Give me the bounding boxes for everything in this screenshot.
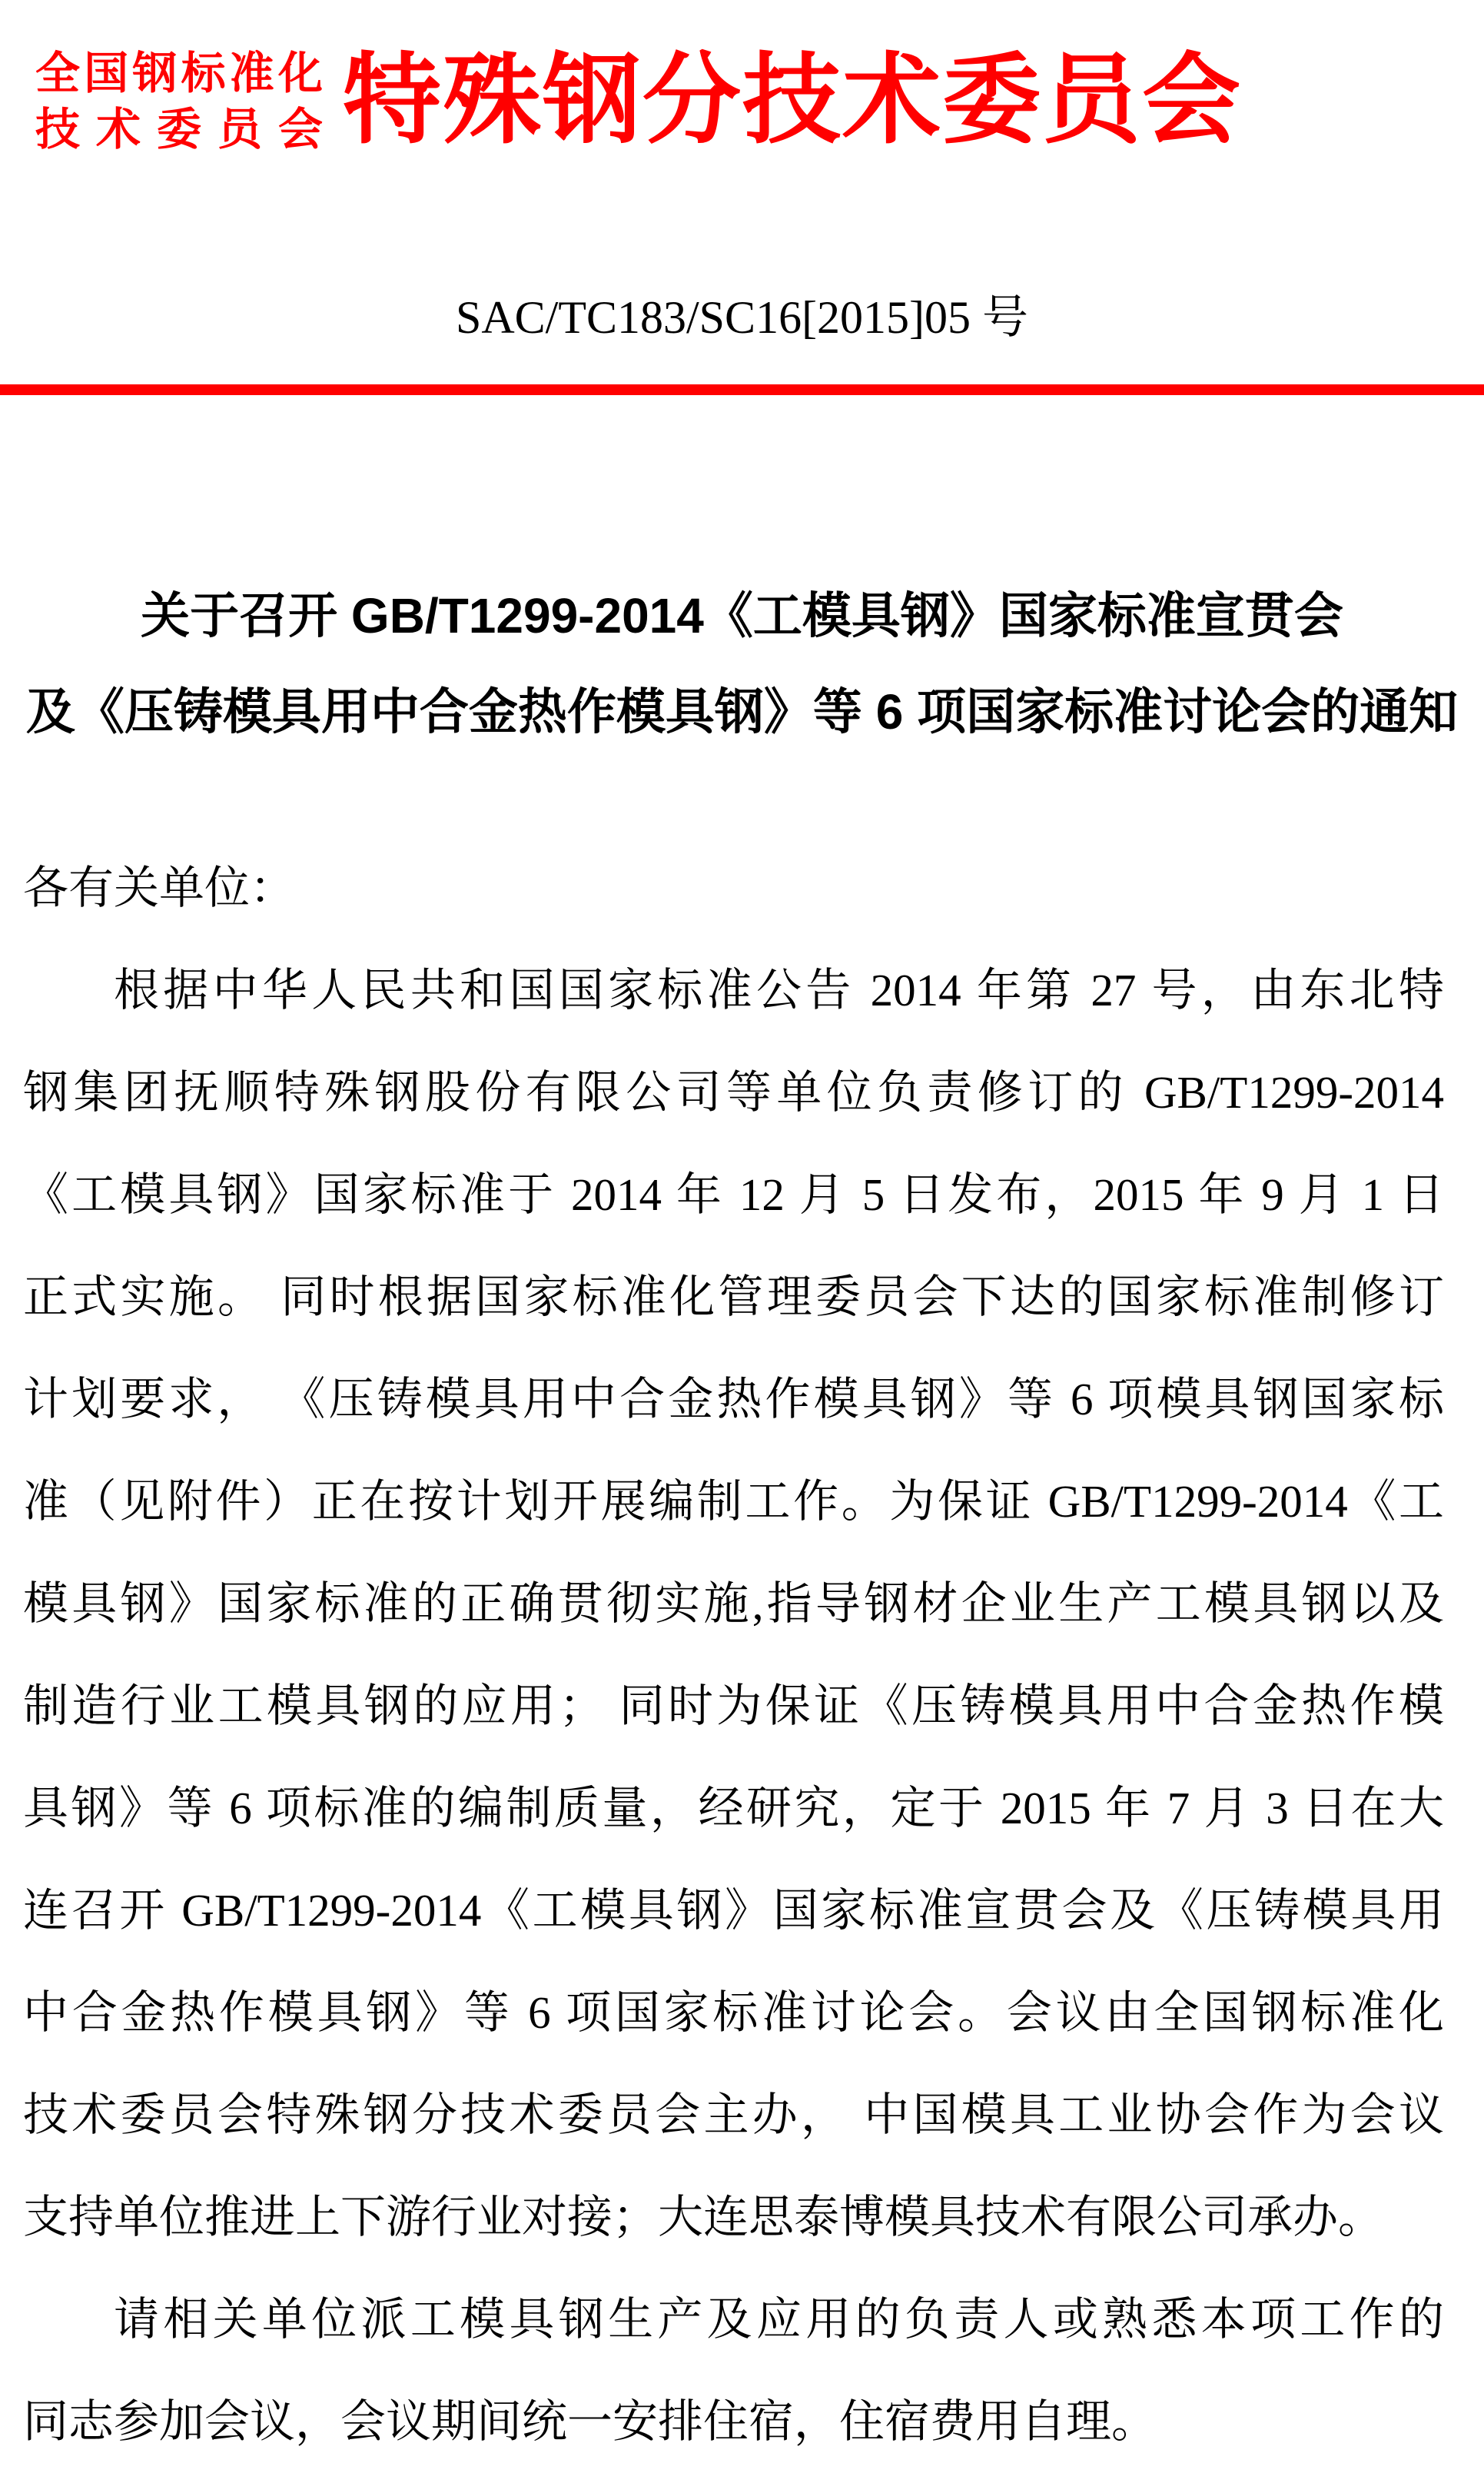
body-line: 根据中华人民共和国国家标准公告 2014 年第 27 号，由东北特 xyxy=(114,965,1444,1016)
salutation: 各有关单位： xyxy=(23,863,296,914)
document-number: SAC/TC183/SC16[2015]05 号 xyxy=(455,292,1029,344)
notice-title-line2: 及《压铸模具用中合金热作模具钢》等 6 项国家标准讨论会的通知 xyxy=(25,684,1459,740)
body-line: 请相关单位派工模具钢生产及应用的负责人或熟悉本项工作的 xyxy=(114,2294,1444,2345)
org-name-small xyxy=(35,45,323,158)
red-separator-rule xyxy=(0,384,1484,395)
notice-title xyxy=(20,568,1464,760)
body-line: 准（见附件）正在按计划开展编制工作。为保证 GB/T1299-2014《工 xyxy=(23,1476,1444,1527)
notice-title-line1: 关于召开 GB/T1299-2014《工模具钢》国家标准宣贯会 xyxy=(141,588,1343,644)
body-line: 支持单位推进上下游行业对接；大连思泰博模具技术有限公司承办。 xyxy=(23,2192,1384,2243)
body-line: 模具钢》国家标准的正确贯彻实施,指导钢材企业生产工模具钢以及 xyxy=(23,1578,1444,1630)
body-line: 制造行业工模具钢的应用； 同时为保证《压铸模具用中合金热作模 xyxy=(23,1680,1444,1732)
body-line: 同志参加会议，会议期间统一安排住宿，住宿费用自理。 xyxy=(23,2396,1157,2448)
body-line: 技术委员会特殊钢分技术委员会主办， 中国模具工业协会作为会议 xyxy=(23,2089,1444,2141)
org-name-small-line2: 技术委员会 xyxy=(35,104,323,155)
body-line: 中合金热作模具钢》等 6 项国家标准讨论会。会议由全国钢标准化 xyxy=(23,1987,1444,2039)
org-name-large: 特殊钢分技术委员会 xyxy=(343,46,1243,155)
body-line: 钢集团抚顺特殊钢股份有限公司等单位负责修订的 GB/T1299-2014 xyxy=(23,1067,1444,1119)
body-line: 计划要求， 《压铸模具用中合金热作模具钢》等 6 项模具钢国家标 xyxy=(23,1374,1444,1425)
body-line: 具钢》等 6 项标准的编制质量，经研究，定于 2015 年 7 月 3 日在大 xyxy=(23,1783,1444,1834)
body-line: 正式实施。 同时根据国家标准化管理委员会下达的国家标准制修订 xyxy=(23,1271,1444,1323)
letterhead xyxy=(0,0,1484,159)
body-line: 连召开 GB/T1299-2014《工模具钢》国家标准宣贯会及《压铸模具用 xyxy=(23,1885,1444,1936)
org-name-small-line1: 全国钢标准化 xyxy=(35,48,323,98)
body-line: 《工模具钢》国家标准于 2014 年 12 月 5 日发布，2015 年 9 月 1 日 xyxy=(23,1169,1444,1221)
paragraph-2 xyxy=(23,2269,1444,2473)
notice-body xyxy=(23,837,1444,2473)
paragraph-1 xyxy=(23,939,1444,2269)
